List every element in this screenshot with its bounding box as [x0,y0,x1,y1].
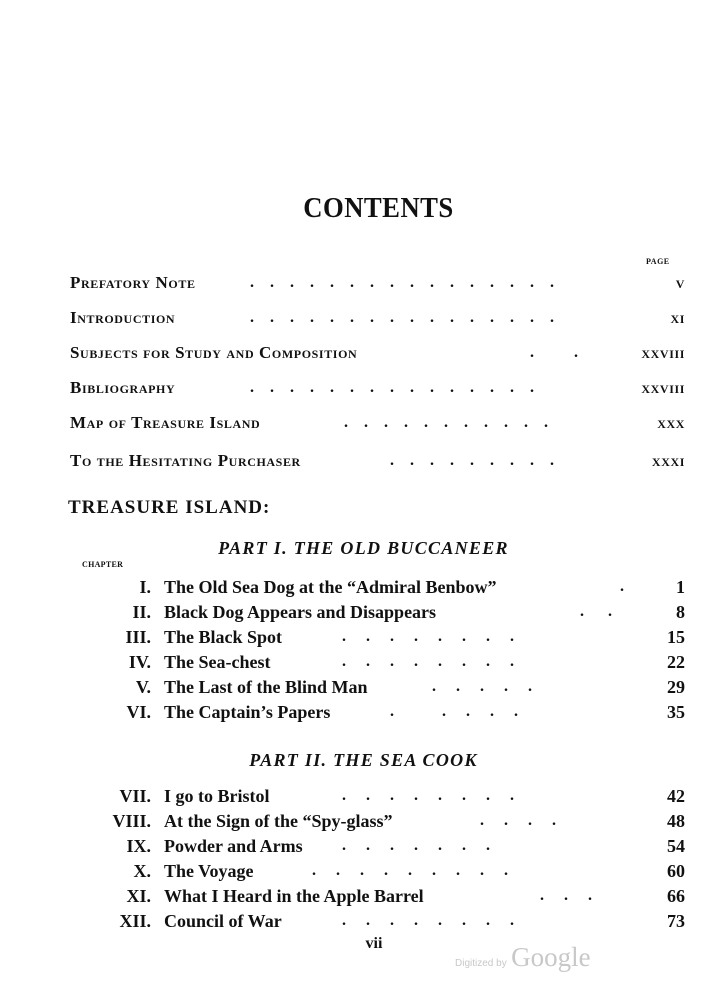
leader-dots: . . . [540,888,592,904]
toc-entry [70,451,685,473]
chapter-title: I go to Bristol [164,786,270,806]
chapter-title: At the Sign of the “Spy-glass” [164,811,393,831]
chapter-title: Powder and Arms [164,836,303,856]
chapter-row [60,602,685,626]
chapter-number: II. [132,602,151,622]
leader-dots: . [620,579,624,595]
chapter-page: 48 [667,811,685,831]
chapter-row [60,627,685,651]
chapter-row [60,861,685,885]
toc-entry-label: Map of Treasure Island [70,413,261,432]
chapter-page: 54 [667,836,685,856]
leader-dots: . . . . . . . . . . . . . . . . [250,310,554,326]
toc-entry [70,273,685,295]
toc-entry [70,343,685,365]
chapter-row [60,886,685,910]
chapter-page: 1 [676,577,685,597]
part-title: PART I. THE OLD BUCCANEER [218,538,509,558]
toc-entry-label: To the Hesitating Purchaser [70,451,301,470]
leader-dots: . . . . . [390,704,518,720]
chapter-number: IX. [126,836,151,856]
page-title: CONTENTS [303,192,454,224]
chapter-title: The Black Spot [164,627,283,647]
toc-entry [70,413,685,435]
chapter-row [60,577,685,601]
page-column-heading: PAGE [646,257,670,266]
toc-entry-page: xxxi [651,451,685,470]
toc-entry-label: Bibliography [70,378,176,397]
chapter-column-heading: CHAPTER [82,560,124,569]
leader-dots: . . [530,345,578,361]
toc-entry [70,378,685,400]
toc-entry-label: Introduction [70,308,176,327]
watermark-logo: Google [511,942,591,972]
toc-entry-page: v [675,273,685,292]
section-heading: TREASURE ISLAND: [68,497,271,518]
chapter-number: V. [135,677,151,697]
digitized-watermark [455,942,591,973]
chapter-row [60,702,685,726]
toc-entry-label: Subjects for Study and Composition [70,343,358,362]
leader-dots: . . . . . [432,679,532,695]
chapter-row [60,677,685,701]
chapter-title: Council of War [164,911,282,931]
chapter-number: XII. [119,911,151,931]
chapter-page: 22 [667,652,685,672]
chapter-page: 73 [667,911,685,931]
part-title: PART II. THE SEA COOK [249,750,478,770]
toc-entry [70,308,685,330]
chapter-row [60,811,685,835]
leader-dots: . . . . . . . . [342,629,514,645]
chapter-number: III. [125,627,151,647]
chapter-title: Black Dog Appears and Disappears [164,602,437,622]
chapter-page: 66 [667,886,685,906]
chapter-page: 60 [667,861,685,881]
leader-dots: . . . . . . . . [342,654,514,670]
chapter-title: The Sea-chest [164,652,271,672]
chapter-page: 8 [676,602,685,622]
chapter-number: VI. [126,702,151,722]
leader-dots: . . . . [480,813,556,829]
chapter-title: The Old Sea Dog at the “Admiral Benbow” [164,577,497,597]
leader-dots: . . . . . . . . . . . . . . . [250,380,534,396]
leader-dots: . . [580,604,612,620]
chapter-title: The Captain’s Papers [164,702,331,722]
toc-entry-page: xxviii [641,378,685,397]
toc-entry-page: xxx [657,413,685,432]
toc-entry-page: xxviii [641,343,685,362]
chapter-number: XI. [126,886,151,906]
chapter-title: The Voyage [164,861,254,881]
watermark-prefix: Digitized by [455,958,507,969]
chapter-row [60,836,685,860]
chapter-number: VIII. [112,811,151,831]
leader-dots: . . . . . . . . . . . . . . . . [250,275,554,291]
chapter-page: 15 [667,627,685,647]
toc-entry-label: Prefatory Note [70,273,196,292]
chapter-number: X. [133,861,151,881]
chapter-title: What I Heard in the Apple Barrel [164,886,424,906]
leader-dots: . . . . . . . . . . . [344,415,548,431]
toc-entry-page: xi [670,308,685,327]
chapter-row [60,786,685,810]
chapter-number: VII. [119,786,151,806]
leader-dots: . . . . . . . . [342,788,514,804]
chapter-row [60,652,685,676]
chapter-page: 35 [667,702,685,722]
chapter-page: 42 [667,786,685,806]
page-folio: vii [365,935,383,952]
chapter-number: I. [139,577,151,597]
leader-dots: . . . . . . . . . [390,453,554,469]
leader-dots: . . . . . . . . . [312,863,508,879]
chapter-page: 29 [667,677,685,697]
chapter-number: IV. [128,652,151,672]
leader-dots: . . . . . . . [342,838,490,854]
leader-dots: . . . . . . . . [342,913,514,929]
chapter-row [60,911,685,935]
chapter-title: The Last of the Blind Man [164,677,368,697]
